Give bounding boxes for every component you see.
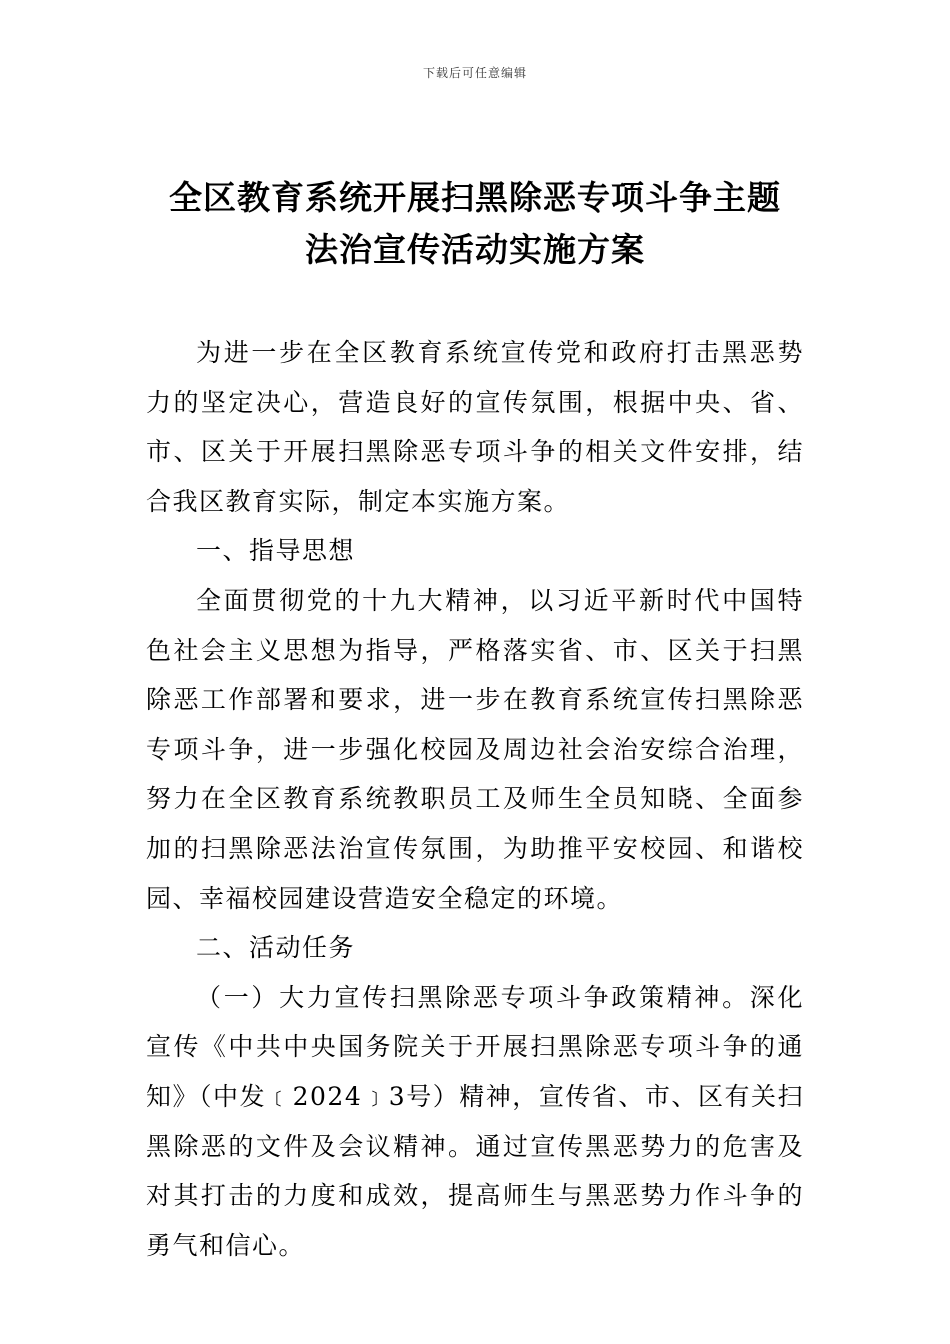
document-body xyxy=(146,328,804,1270)
intro-paragraph: 为进一步在全区教育系统宣传党和政府打击黑恶势力的坚定决心，营造良好的宣传氛围，根据中央、省、市、区关于开展扫黑除恶专项斗争的相关文件安排，结合我区教育实际，制定本实施方案。 xyxy=(146,338,804,516)
section-heading-activity-tasks: 二、活动任务 xyxy=(196,933,356,963)
title-line-1: 全区教育系统开展扫黑除恶专项斗争主题 xyxy=(169,178,781,217)
section-heading-guiding-ideology: 一、指导思想 xyxy=(196,536,356,566)
title-line-2: 法治宣传活动实施方案 xyxy=(305,230,645,269)
guiding-ideology-paragraph: 全面贯彻党的十九大精神，以习近平新时代中国特色社会主义思想为指导，严格落实省、市、区关于扫黑除恶工作部署和要求，进一步在教育系统宣传扫黑除恶专项斗争，进一步强化校园及周边社会治安综合治理，努力在全区教育系统教职员工及师生全员知晓、全面参加的扫黑除恶法治宣传氛围，为助推平安校园、和谐校园、幸福校园建设营造安全稳定的环境。 xyxy=(146,585,804,913)
page-header-note: 下载后可任意编辑 xyxy=(422,66,527,80)
document-title xyxy=(100,172,850,276)
task-one-paragraph: （一）大力宣传扫黑除恶专项斗争政策精神。深化宣传《中共中央国务院关于开展扫黑除恶专项斗争的通知》（中发﹝2024﹞3号）精神，宣传省、市、区有关扫黑除恶的文件及会议精神。通过宣传黑恶势力的危害及对其打击的力度和成效，提高师生与黑恶势力作斗争的勇气和信心。 xyxy=(146,982,804,1260)
